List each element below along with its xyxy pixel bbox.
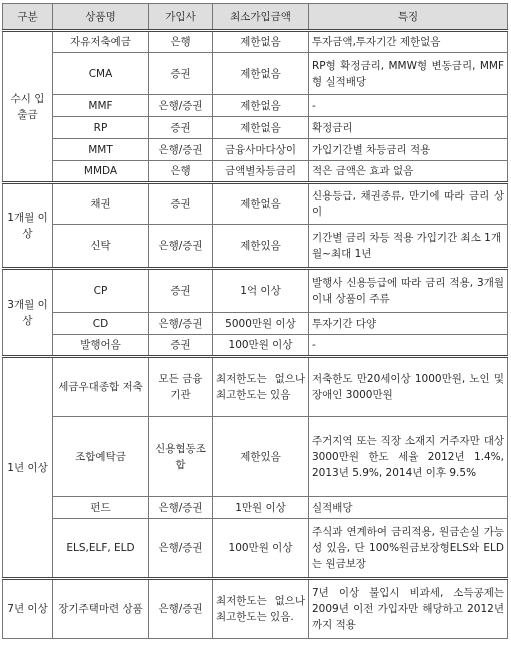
group-label: 7년 이상 xyxy=(3,579,53,639)
min-amount: 제한있음 xyxy=(213,417,309,497)
table-row xyxy=(3,269,508,313)
min-amount: 금액별차등금리 xyxy=(213,161,309,183)
table-row xyxy=(3,95,508,117)
product-name: CD xyxy=(53,313,149,335)
table-row xyxy=(3,31,508,53)
provider: 은행/증권 xyxy=(149,497,213,519)
features: 주거지역 또는 직장 소재지 거주자만 대상 3000만원 한도 세율 2012년 1.4%, 2013년 5.9%, 2014년 이후 9.5% xyxy=(309,417,508,497)
product-name: 펀드 xyxy=(53,497,149,519)
features: 발행사 신용등급에 따라 금리 적용, 3개월 이내 상품이 주류 xyxy=(309,269,508,313)
features: 투자금액,투자기간 제한없음 xyxy=(309,31,508,53)
provider: 은행 xyxy=(149,31,213,53)
table-row xyxy=(3,117,508,139)
table-row xyxy=(3,497,508,519)
product-name: 세금우대종합 저축 xyxy=(53,357,149,417)
features: 가입기간별 차등금리 적용 xyxy=(309,139,508,161)
min-amount: 금융사마다상이 xyxy=(213,139,309,161)
group-label: 수시 입출금 xyxy=(3,31,53,183)
provider: 증권 xyxy=(149,335,213,357)
product-name: 신탁 xyxy=(53,225,149,269)
group-label: 1년 이상 xyxy=(3,357,53,579)
table-row xyxy=(3,313,508,335)
product-name: 자유저축예금 xyxy=(53,31,149,53)
header-provider: 가입사 xyxy=(149,4,213,31)
table-row xyxy=(3,357,508,417)
table-row xyxy=(3,579,508,639)
header-features: 특징 xyxy=(309,4,508,31)
product-name: MMDA xyxy=(53,161,149,183)
min-amount: 제한있음 xyxy=(213,225,309,269)
provider: 모든 금융 기관 xyxy=(149,357,213,417)
features: 주식과 연계하여 금리적용, 원금손실 가능성 있음, 단 100%원금보장형ELS와 ELD는 원금보장 xyxy=(309,519,508,579)
product-name: MMT xyxy=(53,139,149,161)
features: 적은 금액은 효과 없음 xyxy=(309,161,508,183)
provider: 증권 xyxy=(149,53,213,95)
min-amount: 제한없음 xyxy=(213,53,309,95)
product-name: MMF xyxy=(53,95,149,117)
features: 7년 이상 불입시 비과세, 소득공제는 2009년 이전 가입자만 해당하고 2012년까지 적용 xyxy=(309,579,508,639)
table-row xyxy=(3,53,508,95)
min-amount: 1억 이상 xyxy=(213,269,309,313)
features: 실적배당 xyxy=(309,497,508,519)
product-name: RP xyxy=(53,117,149,139)
features: 기간별 금리 차등 적용 가입기간 최소 1개월~최대 1년 xyxy=(309,225,508,269)
provider: 신용협동조합 xyxy=(149,417,213,497)
product-name: 장기주택마련 상품 xyxy=(53,579,149,639)
product-name: 발행어음 xyxy=(53,335,149,357)
provider: 은행/증권 xyxy=(149,313,213,335)
table-row xyxy=(3,139,508,161)
features: RP형 확정금리, MMW형 변동금리, MMF형 실적배당 xyxy=(309,53,508,95)
table-row xyxy=(3,335,508,357)
features: - xyxy=(309,335,508,357)
min-amount: 1만원 이상 xyxy=(213,497,309,519)
min-amount: 5000만원 이상 xyxy=(213,313,309,335)
product-name: CMA xyxy=(53,53,149,95)
header-row xyxy=(3,4,508,31)
table-row xyxy=(3,161,508,183)
provider: 은행/증권 xyxy=(149,95,213,117)
group-label: 1개월 이상 xyxy=(3,183,53,269)
group-label: 3개월 이상 xyxy=(3,269,53,357)
min-amount: 제한없음 xyxy=(213,117,309,139)
table-row xyxy=(3,183,508,225)
features: 확정금리 xyxy=(309,117,508,139)
savings-products-table xyxy=(2,3,508,639)
min-amount: 제한없음 xyxy=(213,183,309,225)
min-amount: 100만원 이상 xyxy=(213,335,309,357)
min-amount: 100만원 이상 xyxy=(213,519,309,579)
min-amount: 제한없음 xyxy=(213,95,309,117)
features: - xyxy=(309,95,508,117)
header-category: 구분 xyxy=(3,4,53,31)
header-product-name: 상품명 xyxy=(53,4,149,31)
table-row xyxy=(3,519,508,579)
features: 저축한도 만20세이상 1000만원, 노인 및 장애인 3000만원 xyxy=(309,357,508,417)
provider: 증권 xyxy=(149,183,213,225)
table-row xyxy=(3,417,508,497)
provider: 은행/증권 xyxy=(149,579,213,639)
provider: 증권 xyxy=(149,117,213,139)
provider: 증권 xyxy=(149,269,213,313)
header-min-amount: 최소가입금액 xyxy=(213,4,309,31)
features: 신용등급, 채권종류, 만기에 따라 금리 상이 xyxy=(309,183,508,225)
min-amount: 최저한도는 없으나 최고한도는 있음 xyxy=(213,357,309,417)
product-name: 조합예탁금 xyxy=(53,417,149,497)
provider: 은행/증권 xyxy=(149,139,213,161)
provider: 은행/증권 xyxy=(149,225,213,269)
features: 투자기간 다양 xyxy=(309,313,508,335)
provider: 은행 xyxy=(149,161,213,183)
product-name: CP xyxy=(53,269,149,313)
min-amount: 제한없음 xyxy=(213,31,309,53)
provider: 은행/증권 xyxy=(149,519,213,579)
product-name: 채권 xyxy=(53,183,149,225)
table-row xyxy=(3,225,508,269)
product-name: ELS,ELF, ELD xyxy=(53,519,149,579)
min-amount: 최저한도는 없으나 최고한도는 있음. xyxy=(213,579,309,639)
